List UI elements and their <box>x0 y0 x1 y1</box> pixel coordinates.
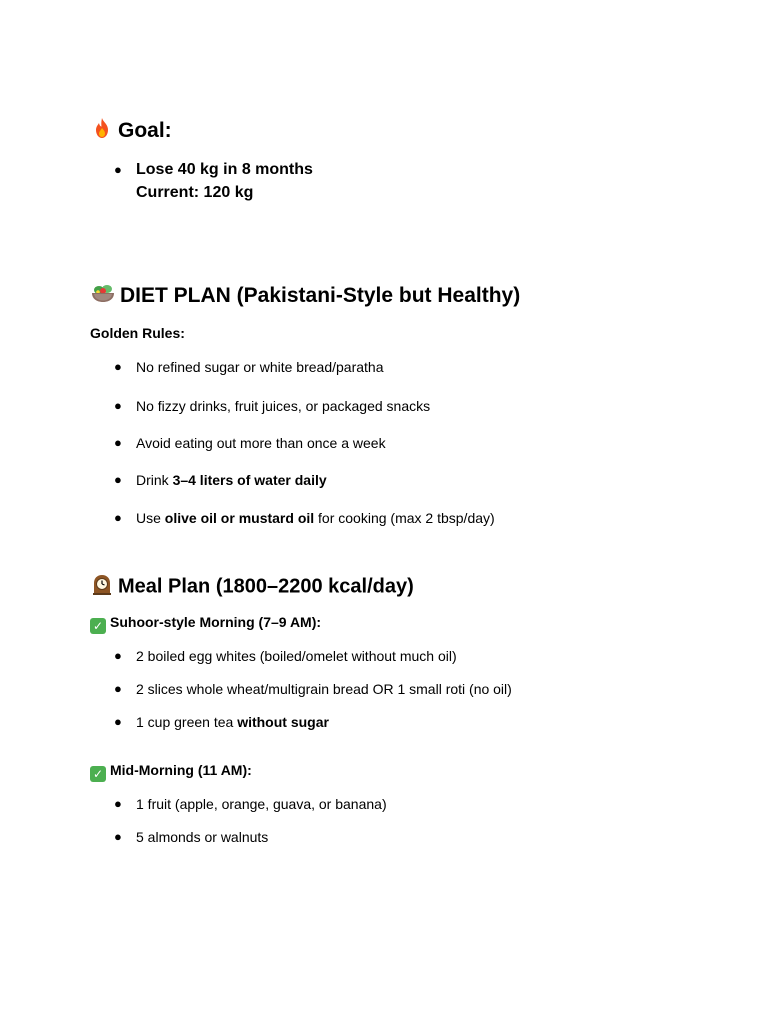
fire-icon <box>90 116 114 147</box>
goal-item-line1: Lose 40 kg in 8 months <box>136 161 313 178</box>
mantelpiece-clock-icon <box>90 572 114 602</box>
bullet-icon: ● <box>114 398 122 413</box>
bullet-icon: ● <box>114 435 122 450</box>
rule-item: No fizzy drinks, fruit juices, or packaged snacks <box>136 398 431 414</box>
bullet-icon: ● <box>114 648 122 663</box>
goal-heading-text: Goal: <box>118 119 172 143</box>
bullet-icon: ● <box>114 681 122 696</box>
bullet-icon: ● <box>114 796 122 811</box>
diet-heading <box>90 281 520 312</box>
meal-plan-heading-text: Meal Plan (1800–2200 kcal/day) <box>118 575 414 598</box>
meal-item: 2 slices whole wheat/multigrain bread OR 1 small roti (no oil) <box>136 681 512 697</box>
rule-item: No refined sugar or white bread/paratha <box>136 359 384 375</box>
meal-item-bold-text: without sugar <box>237 714 329 730</box>
bullet-icon: ● <box>114 829 122 844</box>
bullet-icon: ● <box>114 714 122 729</box>
golden-rules-label: Golden Rules: <box>90 325 185 341</box>
bullet-icon: ● <box>114 162 122 177</box>
rule-text: Use <box>136 510 165 526</box>
rule-item: Avoid eating out more than once a week <box>136 435 386 451</box>
meal-item-text: 1 cup green tea <box>136 714 238 730</box>
rule-item <box>136 471 327 489</box>
meal-item: 2 boiled egg whites (boiled/omelet without much oil) <box>136 648 457 664</box>
meal-item: 1 fruit (apple, orange, guava, or banana) <box>136 796 387 812</box>
goal-item <box>136 158 313 204</box>
goal-item-line2: Current: 120 kg <box>136 184 254 201</box>
meal-item <box>136 713 329 731</box>
meal-item: 5 almonds or walnuts <box>136 829 269 845</box>
bullet-icon: ● <box>114 472 122 487</box>
mid-morning-label-text: Mid-Morning (11 AM): <box>110 762 252 778</box>
rule-bold-text: olive oil or mustard oil <box>164 510 315 526</box>
bullet-icon: ● <box>114 510 122 525</box>
rule-item <box>136 509 495 527</box>
rule-bold-text: 3–4 liters of water daily <box>172 472 327 488</box>
bullet-icon: ● <box>114 359 122 374</box>
check-mark-button-icon: ✓ <box>90 618 106 634</box>
rule-text: for cooking (max 2 tbsp/day) <box>314 510 495 526</box>
salad-icon <box>90 281 116 312</box>
suhoor-label <box>90 613 321 634</box>
meal-plan-heading <box>90 572 414 602</box>
mid-morning-label <box>90 761 252 782</box>
diet-heading-text: DIET PLAN (Pakistani-Style but Healthy) <box>120 284 521 308</box>
check-mark-button-icon: ✓ <box>90 766 106 782</box>
goal-heading <box>90 116 172 147</box>
rule-text: Drink <box>136 472 173 488</box>
suhoor-label-text: Suhoor-style Morning (7–9 AM): <box>110 614 322 630</box>
